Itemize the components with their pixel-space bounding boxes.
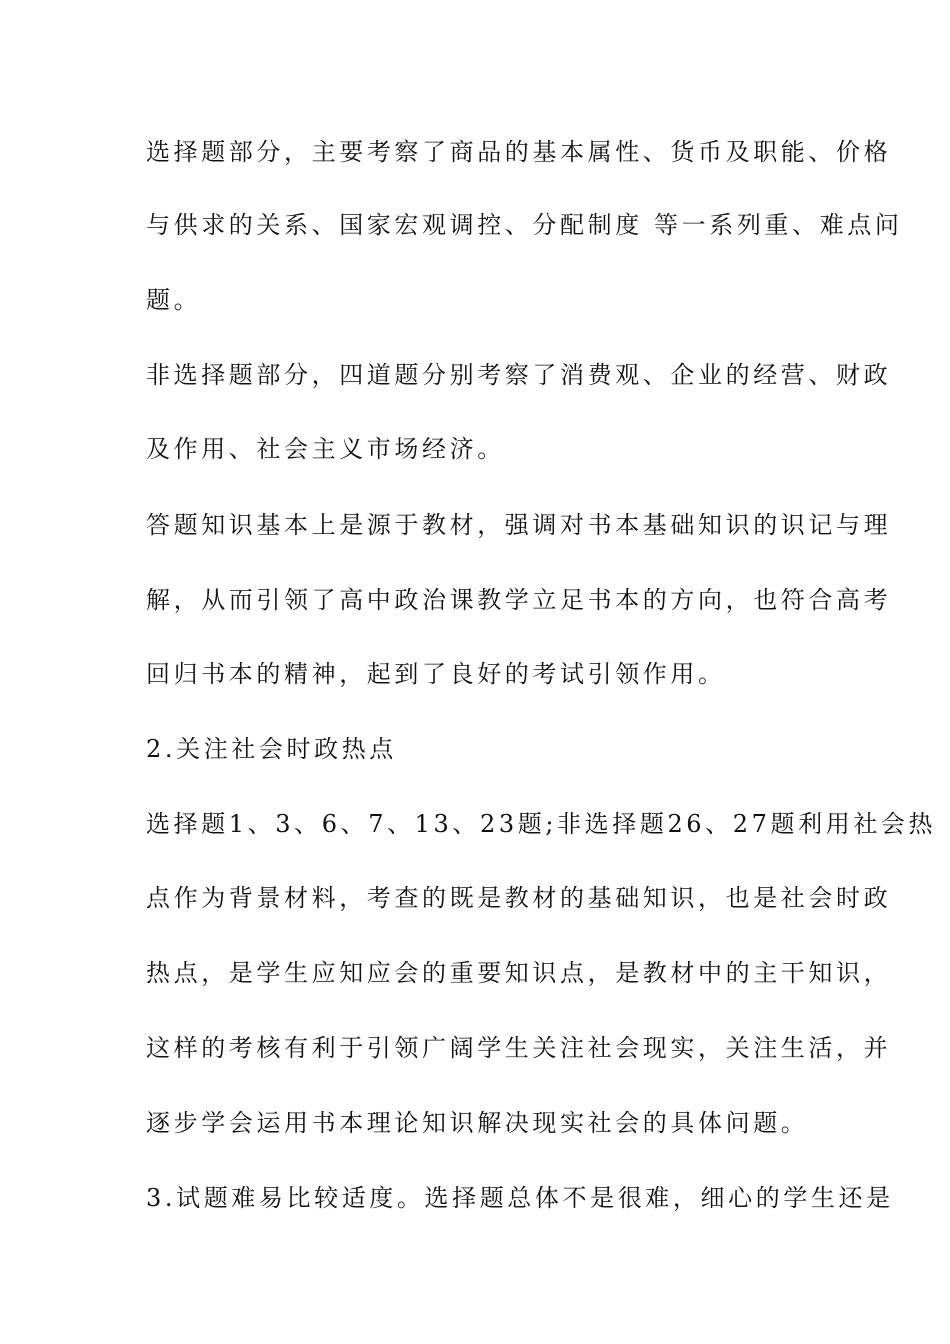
text-line: 点作为背景材料，考查的既是教材的基础知识，也是社会时政 [146, 884, 892, 912]
text-line: 选择题部分，主要考察了商品的基本属性、货币及职能、价格 [146, 138, 892, 166]
text-line: 3.试题难易比较适度。选择题总体不是很难，细心的学生还是 [146, 1184, 894, 1212]
text-line: 回归书本的精神，起到了良好的考试引领作用。 [146, 660, 726, 688]
section-heading: 2.关注社会时政热点 [146, 735, 397, 763]
text-line: 热点，是学生应知应会的重要知识点，是教材中的主干知识， [146, 959, 892, 987]
text-line: 选择题1、3、6、7、13、23题;非选择题26、27题利用社会热 [146, 810, 937, 838]
text-line: 非选择题部分，四道题分别考察了消费观、企业的经营、财政 [146, 361, 892, 389]
text-line: 答题知识基本上是源于教材，强调对书本基础知识的识记与理 [146, 511, 892, 539]
text-line: 及作用、社会主义市场经济。 [146, 435, 505, 463]
text-line: 题。 [146, 286, 202, 314]
text-line: 逐步学会运用书本理论知识解决现实社会的具体问题。 [146, 1109, 809, 1137]
text-line: 这样的考核有利于引领广阔学生关注社会现实，关注生活，并 [146, 1034, 892, 1062]
text-line: 解，从而引领了高中政治课教学立足书本的方向，也符合高考 [146, 586, 892, 614]
text-line: 与供求的关系、国家宏观调控、分配制度 等一系列重、难点问 [146, 211, 903, 239]
